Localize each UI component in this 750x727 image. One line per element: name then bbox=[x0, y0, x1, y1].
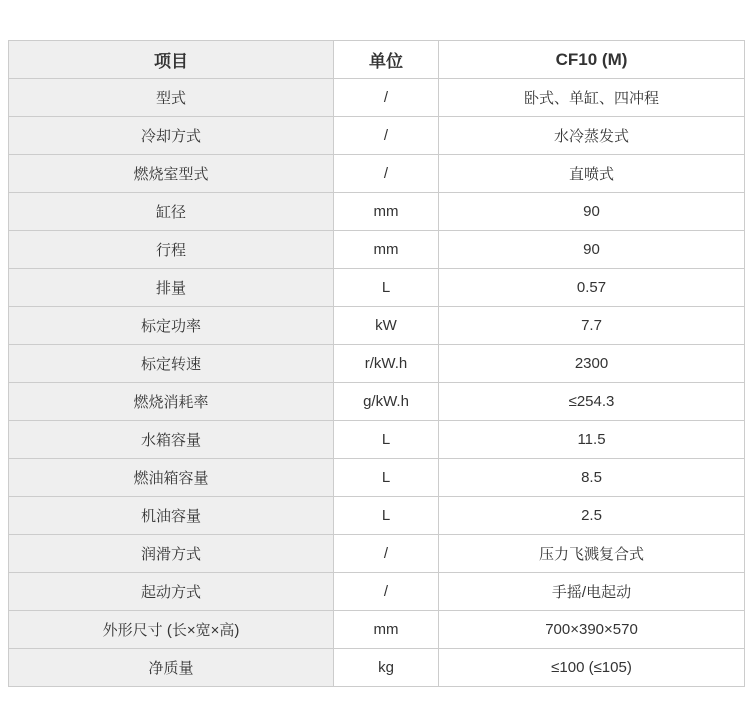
spec-value-cell: 水冷蒸发式 bbox=[439, 117, 745, 155]
spec-value-cell: 手摇/电起动 bbox=[439, 573, 745, 611]
spec-table bbox=[8, 40, 745, 687]
spec-value-cell: 8.5 bbox=[439, 459, 745, 497]
spec-unit-cell: kg bbox=[334, 649, 439, 687]
table-row bbox=[9, 117, 745, 155]
table-row bbox=[9, 649, 745, 687]
spec-item-cell: 行程 bbox=[9, 231, 334, 269]
spec-item-cell: 水箱容量 bbox=[9, 421, 334, 459]
header-row bbox=[9, 41, 745, 79]
spec-value-cell: 2.5 bbox=[439, 497, 745, 535]
table-row bbox=[9, 611, 745, 649]
spec-unit-cell: mm bbox=[334, 193, 439, 231]
table-row bbox=[9, 535, 745, 573]
spec-unit-cell: r/kW.h bbox=[334, 345, 439, 383]
spec-value-cell: ≤254.3 bbox=[439, 383, 745, 421]
table-row bbox=[9, 307, 745, 345]
spec-unit-cell: L bbox=[334, 459, 439, 497]
spec-item-cell: 标定转速 bbox=[9, 345, 334, 383]
spec-value-cell: 11.5 bbox=[439, 421, 745, 459]
table-row bbox=[9, 383, 745, 421]
spec-unit-cell: / bbox=[334, 79, 439, 117]
header-item: 项目 bbox=[9, 41, 334, 79]
spec-unit-cell: / bbox=[334, 155, 439, 193]
spec-value-cell: 2300 bbox=[439, 345, 745, 383]
table-row bbox=[9, 459, 745, 497]
table-row bbox=[9, 269, 745, 307]
spec-item-cell: 排量 bbox=[9, 269, 334, 307]
spec-value-cell: 90 bbox=[439, 231, 745, 269]
spec-item-cell: 燃烧室型式 bbox=[9, 155, 334, 193]
spec-unit-cell: g/kW.h bbox=[334, 383, 439, 421]
table-row bbox=[9, 231, 745, 269]
spec-value-cell: 90 bbox=[439, 193, 745, 231]
spec-unit-cell: / bbox=[334, 573, 439, 611]
spec-value-cell: 700×390×570 bbox=[439, 611, 745, 649]
spec-item-cell: 机油容量 bbox=[9, 497, 334, 535]
spec-item-cell: 冷却方式 bbox=[9, 117, 334, 155]
table-row bbox=[9, 193, 745, 231]
spec-item-cell: 燃烧消耗率 bbox=[9, 383, 334, 421]
spec-unit-cell: L bbox=[334, 269, 439, 307]
spec-item-cell: 缸径 bbox=[9, 193, 334, 231]
spec-unit-cell: / bbox=[334, 117, 439, 155]
spec-value-cell: 0.57 bbox=[439, 269, 745, 307]
table-row bbox=[9, 155, 745, 193]
spec-unit-cell: / bbox=[334, 535, 439, 573]
spec-value-cell: 直喷式 bbox=[439, 155, 745, 193]
table-row bbox=[9, 79, 745, 117]
table-row bbox=[9, 573, 745, 611]
spec-unit-cell: L bbox=[334, 497, 439, 535]
spec-item-cell: 起动方式 bbox=[9, 573, 334, 611]
table-row bbox=[9, 345, 745, 383]
spec-item-cell: 外形尺寸 (长×宽×高) bbox=[9, 611, 334, 649]
table-row bbox=[9, 421, 745, 459]
spec-unit-cell: L bbox=[334, 421, 439, 459]
spec-value-cell: 7.7 bbox=[439, 307, 745, 345]
header-model: CF10 (M) bbox=[439, 41, 745, 79]
spec-item-cell: 净质量 bbox=[9, 649, 334, 687]
spec-item-cell: 标定功率 bbox=[9, 307, 334, 345]
table-row bbox=[9, 497, 745, 535]
spec-unit-cell: kW bbox=[334, 307, 439, 345]
header-unit: 单位 bbox=[334, 41, 439, 79]
spec-item-cell: 型式 bbox=[9, 79, 334, 117]
spec-item-cell: 燃油箱容量 bbox=[9, 459, 334, 497]
spec-value-cell: 卧式、单缸、四冲程 bbox=[439, 79, 745, 117]
spec-value-cell: 压力飞溅复合式 bbox=[439, 535, 745, 573]
spec-unit-cell: mm bbox=[334, 611, 439, 649]
spec-item-cell: 润滑方式 bbox=[9, 535, 334, 573]
spec-value-cell: ≤100 (≤105) bbox=[439, 649, 745, 687]
spec-unit-cell: mm bbox=[334, 231, 439, 269]
